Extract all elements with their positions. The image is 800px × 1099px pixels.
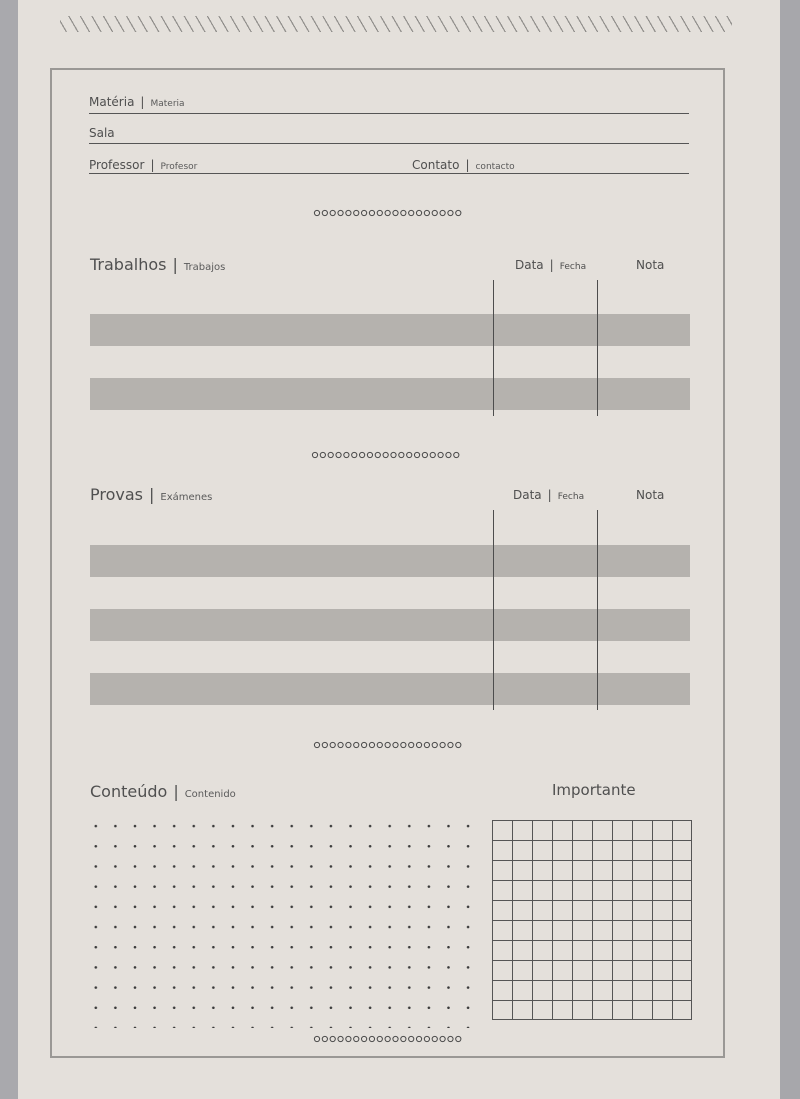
separator-ring: [409, 1036, 414, 1041]
trabalhos-row-2[interactable]: [90, 378, 690, 410]
page-edge-strip: [780, 0, 800, 1099]
separator-ring: [432, 210, 437, 215]
materia-input-line[interactable]: [89, 113, 689, 114]
sala-field-label: [89, 126, 115, 140]
dot-separator-4: [313, 1035, 465, 1043]
separator-ring: [401, 210, 406, 215]
separator-ring: [383, 452, 388, 457]
separator-ring: [314, 210, 319, 215]
separator-ring: [401, 742, 406, 747]
separator-ring: [328, 452, 333, 457]
separator-ring: [377, 210, 382, 215]
separator-ring: [456, 1036, 461, 1041]
separator-ring: [448, 1036, 453, 1041]
separator-ring: [312, 452, 317, 457]
separator-ring: [377, 1036, 382, 1041]
dot-grid-notes[interactable]: [86, 816, 478, 1028]
separator-ring: [330, 210, 335, 215]
trabalhos-divider-grade: [597, 280, 598, 416]
provas-date-sub: Fecha: [557, 492, 585, 502]
separator-ring: [369, 742, 374, 747]
dot-separator-2: [311, 451, 463, 459]
importante-label: Importante: [552, 781, 636, 799]
separator-ring: [448, 210, 453, 215]
separator-ring: [360, 452, 365, 457]
separator-ring: [416, 742, 421, 747]
separator-ring: [399, 452, 404, 457]
professor-sub: Profesor: [160, 162, 198, 172]
separator-ring: [354, 1036, 359, 1041]
separator-ring: [354, 742, 359, 747]
separator-ring: [385, 742, 390, 747]
provas-date-label: Data: [513, 488, 542, 502]
separator-ring: [330, 1036, 335, 1041]
materia-field-label: Matéria | Materia: [89, 95, 185, 109]
provas-heading: Provas | Exámenes: [90, 485, 213, 504]
separator-ring: [401, 1036, 406, 1041]
separator-ring: [375, 452, 380, 457]
contato-sub: contacto: [475, 162, 515, 172]
separator-ring: [385, 1036, 390, 1041]
separator-ring: [414, 452, 419, 457]
separator-ring: [322, 742, 327, 747]
provas-sub: Exámenes: [160, 492, 213, 503]
separator-ring: [438, 452, 443, 457]
dot-separator-3: [313, 741, 465, 749]
separator-ring: [362, 742, 367, 747]
separator-ring: [430, 452, 435, 457]
provas-divider-date: [493, 510, 494, 710]
separator-ring: [432, 742, 437, 747]
trabalhos-row-1[interactable]: [90, 314, 690, 346]
square-grid-important[interactable]: [492, 820, 692, 1020]
conteudo-title: Conteúdo: [90, 782, 168, 801]
separator-ring: [407, 452, 412, 457]
trabalhos-grade-header: Nota: [636, 258, 665, 272]
trabalhos-date-sub: Fecha: [559, 262, 587, 272]
dot-separator-1: [313, 209, 465, 217]
conteudo-heading: Conteúdo | Contenido: [90, 782, 236, 801]
separator-ring: [322, 1036, 327, 1041]
separator-ring: [393, 1036, 398, 1041]
sala-label: Sala: [89, 126, 115, 140]
separator-ring: [344, 452, 349, 457]
separator-ring: [369, 1036, 374, 1041]
separator-ring: [440, 1036, 445, 1041]
separator-ring: [338, 210, 343, 215]
provas-grade-header: Nota: [636, 488, 665, 502]
trabalhos-date-label: Data: [515, 258, 544, 272]
separator-ring: [322, 210, 327, 215]
provas-row-1[interactable]: [90, 545, 690, 577]
trabalhos-heading: Trabalhos | Trabajos: [90, 255, 226, 274]
separator-ring: [362, 210, 367, 215]
separator-ring: [367, 452, 372, 457]
separator-ring: [385, 210, 390, 215]
separator-ring: [336, 452, 341, 457]
separator-ring: [454, 452, 459, 457]
materia-sub: Materia: [150, 99, 185, 109]
contato-label: Contato: [412, 158, 460, 172]
separator-ring: [369, 210, 374, 215]
separator-ring: [422, 452, 427, 457]
trabalhos-divider-date: [493, 280, 494, 416]
trabalhos-date-header: Data | Fecha: [515, 258, 587, 272]
provas-date-header: Data | Fecha: [513, 488, 585, 502]
separator-ring: [391, 452, 396, 457]
separator-ring: [446, 452, 451, 457]
separator-ring: [456, 210, 461, 215]
separator-ring: [320, 452, 325, 457]
separator-ring: [346, 1036, 351, 1041]
separator-ring: [424, 210, 429, 215]
provas-title: Provas: [90, 485, 143, 504]
separator-ring: [409, 210, 414, 215]
materia-label: Matéria: [89, 95, 135, 109]
separator-ring: [456, 742, 461, 747]
separator-ring: [416, 210, 421, 215]
separator-ring: [377, 742, 382, 747]
trabalhos-sub: Trabajos: [183, 262, 226, 273]
separator-ring: [393, 210, 398, 215]
separator-ring: [338, 742, 343, 747]
separator-ring: [314, 1036, 319, 1041]
professor-contato-input-line[interactable]: [89, 173, 689, 174]
contato-field-label: Contato | contacto: [412, 158, 515, 172]
separator-ring: [393, 742, 398, 747]
separator-ring: [354, 210, 359, 215]
hatch-border: [60, 16, 732, 32]
conteudo-sub: Contenido: [184, 789, 236, 800]
provas-row-2[interactable]: [90, 609, 690, 641]
separator-ring: [424, 742, 429, 747]
separator-ring: [346, 742, 351, 747]
separator-ring: [416, 1036, 421, 1041]
separator-ring: [352, 452, 357, 457]
separator-ring: [448, 742, 453, 747]
sala-input-line[interactable]: [89, 143, 689, 144]
separator-ring: [362, 1036, 367, 1041]
provas-divider-grade: [597, 510, 598, 710]
separator-ring: [440, 742, 445, 747]
separator-ring: [314, 742, 319, 747]
separator-ring: [424, 1036, 429, 1041]
trabalhos-title: Trabalhos: [90, 255, 167, 274]
separator-ring: [330, 742, 335, 747]
provas-row-3[interactable]: [90, 673, 690, 705]
professor-field-label: Professor | Profesor: [89, 158, 198, 172]
separator-ring: [346, 210, 351, 215]
separator-ring: [432, 1036, 437, 1041]
separator-ring: [338, 1036, 343, 1041]
separator-ring: [440, 210, 445, 215]
separator-ring: [409, 742, 414, 747]
professor-label: Professor: [89, 158, 145, 172]
